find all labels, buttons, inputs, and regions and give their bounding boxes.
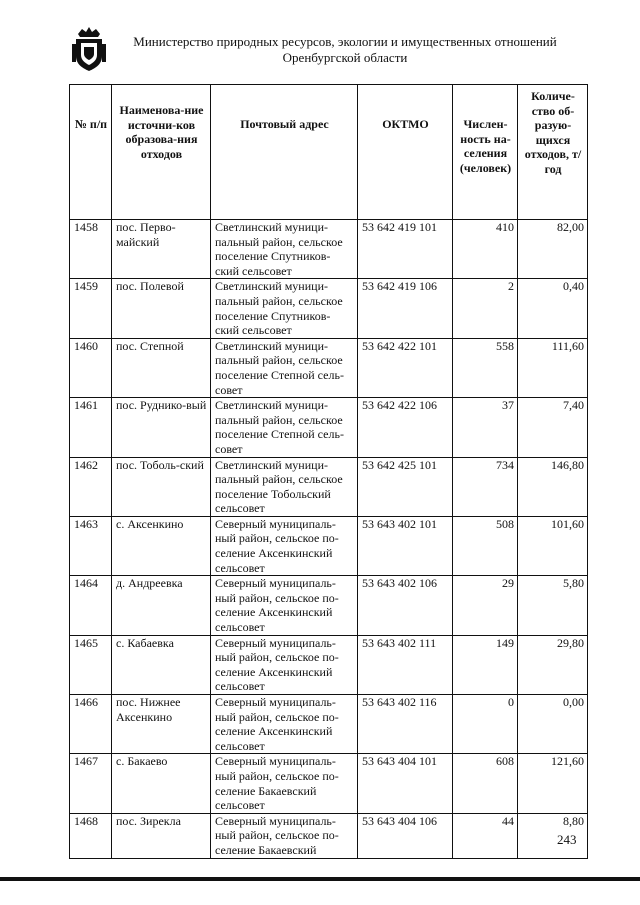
col-header-waste: Количе-ство об-разую-щихся отходов, т/год [518,85,588,220]
cell-waste: 82,00 [518,220,588,279]
waste-sources-table [69,84,588,859]
ministry-header [120,34,570,66]
cell-waste: 121,60 [518,754,588,813]
cell-population: 558 [453,338,518,397]
header-line-1: Министерство природных ресурсов, экологии и имущественных отношений [133,34,557,49]
cell-waste: 146,80 [518,457,588,516]
cell-number: 1468 [70,813,112,858]
cell-waste: 5,80 [518,576,588,635]
cell-name: пос. Тоболь-ский [112,457,211,516]
cell-number: 1467 [70,754,112,813]
cell-waste: 0,00 [518,695,588,754]
table-row [70,576,588,635]
cell-address: Северный муниципаль-ный район, сельское по-селение Аксенкинский сельсовет [211,516,358,575]
cell-address: Северный муниципаль-ный район, сельское по-селение Аксенкинский сельсовет [211,635,358,694]
cell-waste: 7,40 [518,398,588,457]
table-header-row [70,85,588,220]
cell-oktmo: 53 643 402 111 [358,635,453,694]
cell-population: 149 [453,635,518,694]
cell-number: 1460 [70,338,112,397]
cell-oktmo: 53 642 422 106 [358,398,453,457]
cell-waste: 0,40 [518,279,588,338]
cell-population: 0 [453,695,518,754]
cell-address: Северный муниципаль-ный район, сельское по-селение Бакаевский сельсовет [211,754,358,813]
table-row [70,754,588,813]
table-row [70,220,588,279]
cell-waste: 8,80 [518,813,588,858]
cell-number: 1465 [70,635,112,694]
cell-name: с. Бакаево [112,754,211,813]
col-header-number: № п/п [70,85,112,220]
cell-number: 1463 [70,516,112,575]
cell-name: д. Андреевка [112,576,211,635]
table-row [70,635,588,694]
cell-oktmo: 53 643 402 116 [358,695,453,754]
col-header-name: Наименова-ние источни-ков образова-ния отходов [112,85,211,220]
cell-name: с. Кабаевка [112,635,211,694]
cell-population: 37 [453,398,518,457]
cell-oktmo: 53 642 422 101 [358,338,453,397]
cell-number: 1459 [70,279,112,338]
cell-address: Северный муниципаль-ный район, сельское по-селение Аксенкинский сельсовет [211,576,358,635]
cell-oktmo: 53 643 404 106 [358,813,453,858]
col-header-address: Почтовый адрес [211,85,358,220]
cell-number: 1458 [70,220,112,279]
table-row [70,695,588,754]
cell-address: Светлинский муници-пальный район, сельское поселение Степной сель-совет [211,398,358,457]
cell-waste: 101,60 [518,516,588,575]
cell-population: 608 [453,754,518,813]
cell-number: 1461 [70,398,112,457]
cell-address: Светлинский муници-пальный район, сельское поселение Тобольский сельсовет [211,457,358,516]
cell-name: с. Аксенкино [112,516,211,575]
cell-oktmo: 53 642 419 106 [358,279,453,338]
cell-address: Светлинский муници-пальный район, сельское поселение Спутников-ский сельсовет [211,220,358,279]
cell-population: 2 [453,279,518,338]
cell-oktmo: 53 643 402 106 [358,576,453,635]
cell-name: пос. Перво-майский [112,220,211,279]
table-row [70,457,588,516]
header-line-2: Оренбургской области [282,50,408,65]
cell-oktmo: 53 643 404 101 [358,754,453,813]
col-header-oktmo: ОКТМО [358,85,453,220]
cell-name: пос. Полевой [112,279,211,338]
cell-oktmo: 53 642 425 101 [358,457,453,516]
page-number: 243 [557,832,577,847]
cell-population: 29 [453,576,518,635]
cell-address: Северный муниципаль-ный район, сельское по-селение Аксенкинский сельсовет [211,695,358,754]
table-row [70,279,588,338]
cell-population: 734 [453,457,518,516]
cell-population: 44 [453,813,518,858]
cell-population: 508 [453,516,518,575]
cell-name: пос. Нижнее Аксенкино [112,695,211,754]
coat-of-arms-icon [72,26,106,72]
table-row [70,813,588,858]
cell-number: 1462 [70,457,112,516]
cell-address: Светлинский муници-пальный район, сельское поселение Спутников-ский сельсовет [211,279,358,338]
table-row [70,516,588,575]
cell-address: Северный муниципаль-ный район, сельское по-селение Бакаевский [211,813,358,858]
cell-number: 1466 [70,695,112,754]
table-row [70,338,588,397]
cell-number: 1464 [70,576,112,635]
cell-waste: 111,60 [518,338,588,397]
cell-name: пос. Зирекла [112,813,211,858]
bottom-rule [0,877,640,881]
cell-address: Светлинский муници-пальный район, сельское поселение Степной сель-совет [211,338,358,397]
cell-oktmo: 53 642 419 101 [358,220,453,279]
col-header-population: Числен-ность на-селения (человек) [453,85,518,220]
cell-waste: 29,80 [518,635,588,694]
cell-name: пос. Руднико-вый [112,398,211,457]
table-row [70,398,588,457]
cell-oktmo: 53 643 402 101 [358,516,453,575]
cell-population: 410 [453,220,518,279]
cell-name: пос. Степной [112,338,211,397]
